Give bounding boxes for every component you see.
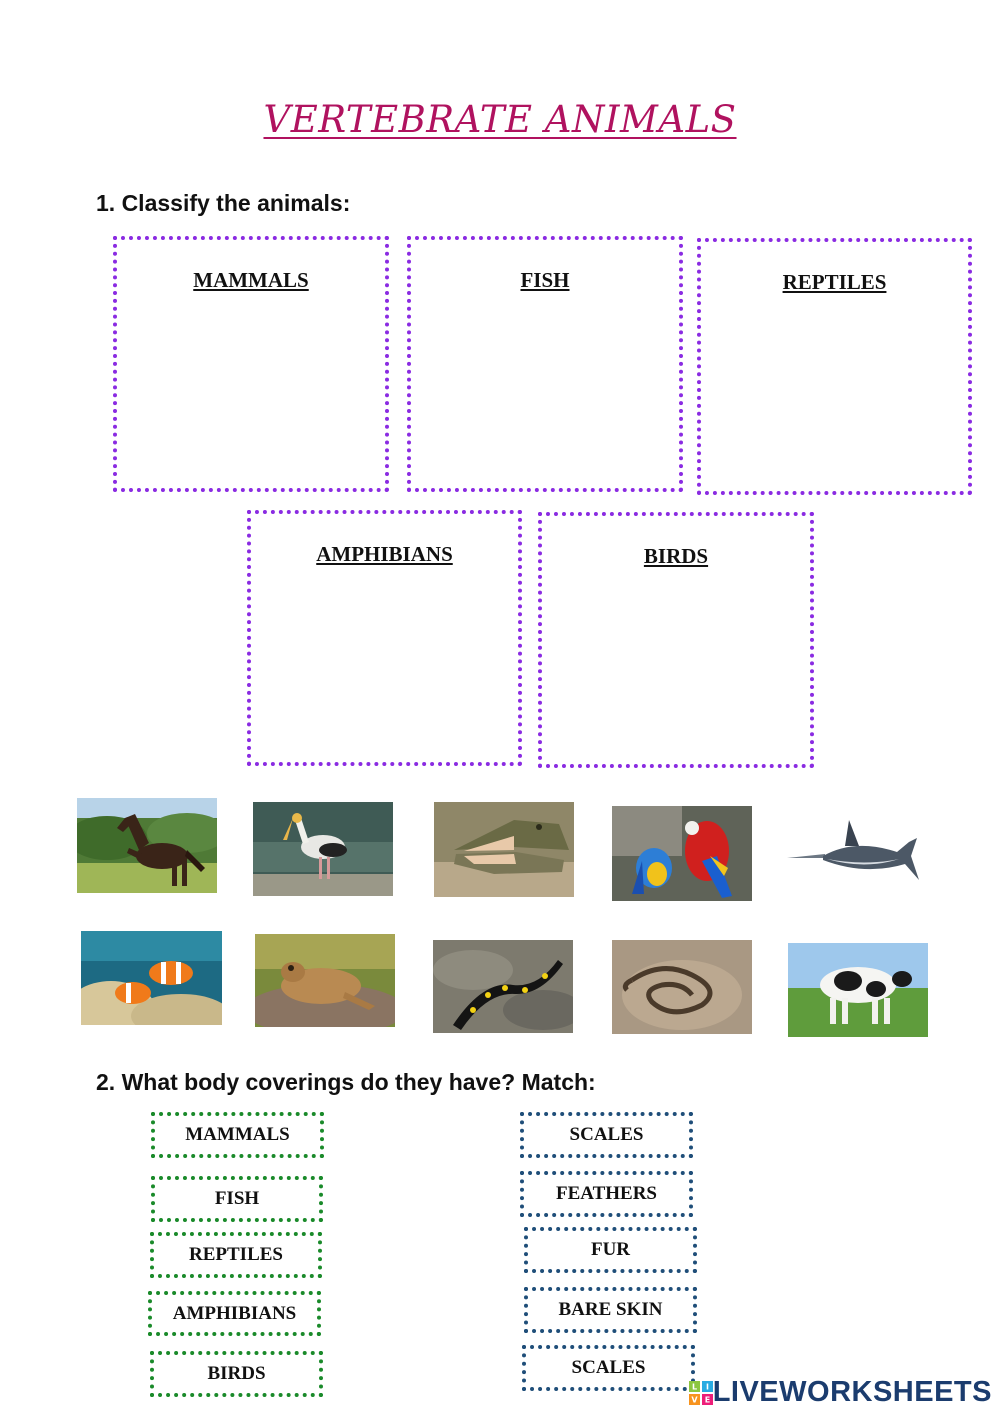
snake-image[interactable] — [612, 940, 752, 1034]
match-left-birds[interactable] — [150, 1351, 323, 1397]
salamander-image[interactable] — [433, 940, 573, 1033]
match-label: SCALES — [569, 1124, 644, 1145]
match-label: BIRDS — [207, 1363, 266, 1384]
question-2: 2. What body coverings do they have? Match: — [96, 1069, 596, 1095]
match-right-scales[interactable] — [520, 1112, 693, 1158]
match-right-bare-skin[interactable] — [524, 1287, 697, 1333]
match-left-amphibians[interactable] — [148, 1291, 321, 1336]
category-label: FISH — [520, 268, 570, 292]
parrots-image[interactable] — [612, 806, 752, 901]
match-left-reptiles[interactable] — [150, 1232, 322, 1278]
category-label: BIRDS — [643, 544, 709, 568]
match-label: BARE SKIN — [558, 1299, 663, 1320]
logo-text: LIVEWORKSHEETS — [712, 1376, 992, 1408]
category-label: MAMMALS — [193, 268, 309, 292]
worksheet-title: VERTEBRATE ANIMALS — [263, 98, 737, 141]
stork-image[interactable] — [253, 802, 393, 896]
match-label: FEATHERS — [555, 1183, 657, 1204]
svg-text:V: V — [691, 1395, 698, 1404]
category-box-reptiles[interactable] — [697, 238, 972, 495]
match-right-scales-2[interactable] — [522, 1345, 695, 1391]
swordfish-image[interactable] — [785, 812, 925, 897]
category-box-amphibians[interactable] — [247, 510, 522, 766]
category-label: REPTILES — [782, 270, 887, 294]
match-label: AMPHIBIANS — [172, 1302, 297, 1324]
clownfish-image[interactable] — [81, 931, 222, 1025]
crocodile-image[interactable] — [434, 802, 574, 897]
category-label: AMPHIBIANS — [316, 542, 453, 566]
svg-text:L: L — [691, 1382, 697, 1391]
match-right-feathers[interactable] — [520, 1171, 693, 1217]
question-1: 1. Classify the animals: — [96, 190, 351, 216]
frog-image[interactable] — [255, 934, 395, 1027]
svg-text:I: I — [705, 1382, 709, 1391]
cow-image[interactable] — [788, 943, 928, 1037]
match-right-fur[interactable] — [524, 1227, 697, 1273]
match-left-mammals[interactable] — [151, 1112, 324, 1158]
category-box-birds[interactable] — [538, 512, 814, 768]
match-label: REPTILES — [189, 1244, 283, 1265]
match-label: SCALES — [571, 1357, 646, 1378]
match-label: FISH — [214, 1188, 260, 1209]
svg-text:E: E — [704, 1395, 710, 1404]
match-label: MAMMALS — [185, 1124, 290, 1145]
live-badge-icon — [689, 1381, 713, 1405]
category-box-mammals[interactable] — [113, 236, 389, 492]
liveworksheets-logo — [689, 1376, 992, 1409]
category-box-fish[interactable] — [407, 236, 683, 492]
horse-image[interactable] — [77, 798, 217, 893]
match-left-fish[interactable] — [151, 1176, 323, 1222]
match-label: FUR — [590, 1239, 631, 1260]
